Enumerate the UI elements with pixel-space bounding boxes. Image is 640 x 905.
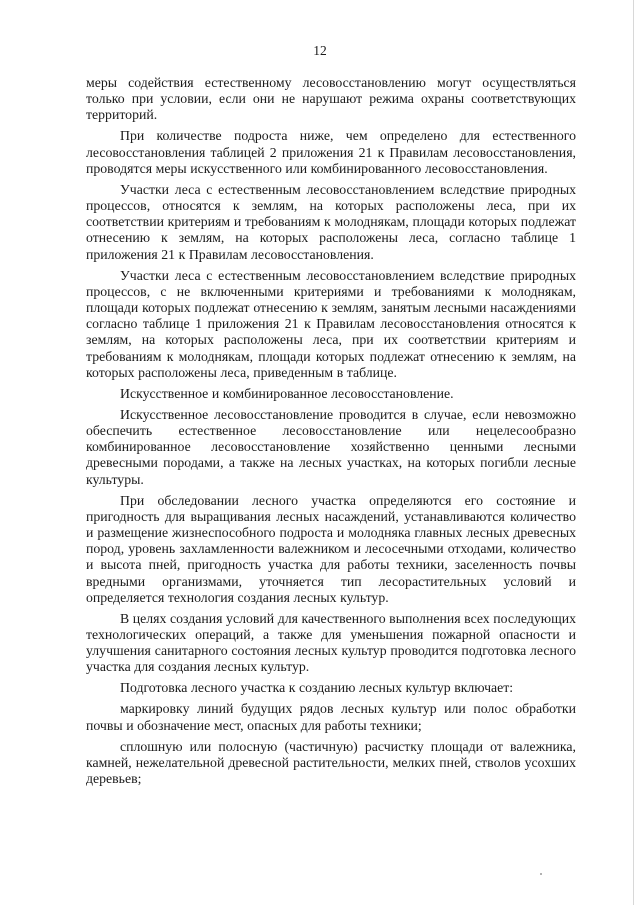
paragraph: Участки леса с естественным лесовосстановлением вследствие природных процессов, относятся к землям, на которых расположены леса, при их соответствии критериям и требованиям к молоднякам, площади которых подлежат отнесению к землям, на которых расположены леса, согласно таблице 1 приложения 21 к Правилам лесовосстановления.	[86, 181, 576, 262]
paragraph: При обследовании лесного участка определяются его состояние и пригодность для выращивания лесных насаждений, устанавливаются количество и размещение жизнеспособного подроста и молодняка главных лесных древесных пород, уровень захламленности валежником и лесосечными отходами, количество и высота пней, пригодность участка для работы техники, заселенность почвы вредными организмами, уточняется тип лесорастительных условий и определяется технология создания лесных культур.	[86, 492, 576, 605]
paragraph: Участки леса с естественным лесовосстановлением вследствие природных процессов, с не включенными критериями и требованиями к молоднякам, площади которых подлежат отнесению к землям, занятым лесными насаждениями согласно таблице 1 приложения 21 к Правилам лесовосстановления относятся к землям, на которых расположены леса, при их соответствии критериям и требованиям к молоднякам, площади которых подлежат отнесению к землям, на которых расположены леса, приведенным в таблице.	[86, 267, 576, 380]
list-item: маркировку линий будущих рядов лесных культур или полос обработки почвы и обозначение мест, опасных для работы техники;	[86, 701, 576, 733]
paragraph: При количестве подроста ниже, чем определено для естественного лесовосстановления таблицей 2 приложения 21 к Правилам лесовосстановления, проводятся меры искусственного или комбинированного лесовосстановления.	[86, 128, 576, 176]
paragraph-continuation: меры содействия естественному лесовосстановлению могут осуществляться только при условии, если они не нарушают режима охраны соответствующих территорий.	[86, 75, 576, 123]
paragraph: Искусственное лесовосстановление проводится в случае, если невозможно обеспечить естественное лесовосстановление или нецелесообразно комбинированное лесовосстановление хозяйственно ценными лесными древесными породами, а также на лесных участках, на которых погибли лесные культуры.	[86, 406, 576, 487]
list-intro: Подготовка лесного участка к созданию лесных культур включает:	[120, 680, 514, 696]
paragraph: В целях создания условий для качественного выполнения всех последующих технологических операций, а также для уменьшения пожарной опасности и улучшения санитарного состояния лесных культур проводится подготовка лесного участка для создания лесных культур.	[86, 610, 576, 675]
document-body	[86, 75, 576, 792]
section-heading: Искусственное и комбинированное лесовосстановление.	[120, 385, 454, 401]
page-number: 12	[313, 43, 327, 58]
list-item: сплошную или полосную (частичную) расчистку площади от валежника, камней, нежелательной древесной растительности, мелких пней, стволов усохших деревьев;	[86, 738, 576, 787]
scan-edge-line	[633, 0, 634, 905]
scan-speck	[540, 873, 542, 875]
